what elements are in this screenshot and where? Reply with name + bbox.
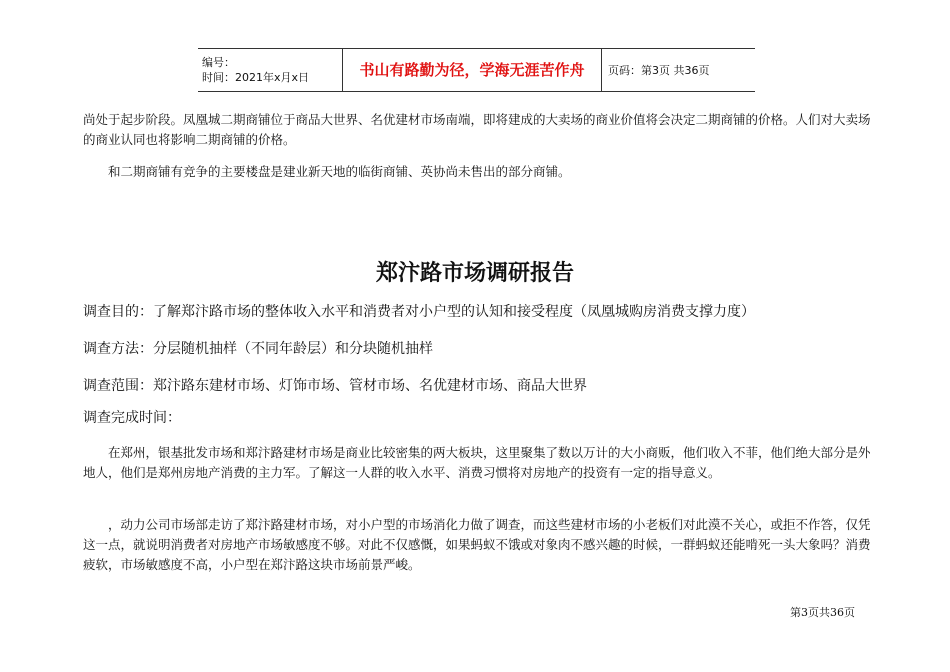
survey-method: 调查方法：分层随机抽样（不同年龄层）和分块随机抽样 — [83, 341, 433, 357]
header-motto: 书山有路勤为径，学海无涯苦作舟 — [359, 60, 585, 79]
footer-page-number: 第3页共36页 — [790, 606, 855, 619]
body-paragraph-1: 在郑州，银基批发市场和郑汴路建材市场是商业比较密集的两大板块，这里聚集了数以万计的大小商贩，他们收入不菲，他们绝大部分是外地人，他们是郑州房地产消费的主力军。了解这一人群的收入水平、消费习惯将对房地产的投资有一定的指导意义。 — [83, 445, 871, 480]
page-header — [198, 48, 755, 92]
report-title: 郑汴路市场调研报告 — [375, 260, 574, 286]
header-page-cell — [602, 49, 755, 91]
survey-completion-time: 调查完成时间： — [83, 410, 181, 426]
document-number-label: 编号： — [202, 56, 235, 69]
survey-purpose: 调查目的：了解郑汴路市场的整体收入水平和消费者对小户型的认知和接受程度（凤凰城购房消费支撑力度） — [83, 304, 755, 320]
header-motto-cell — [343, 49, 602, 91]
survey-scope: 调查范围：郑汴路东建材市场、灯饰市场、管材市场、名优建材市场、商品大世界 — [83, 378, 587, 394]
body-paragraph-2: ，动力公司市场部走访了郑汴路建材市场，对小户型的市场消化力做了调查，而这些建材市场的小老板们对此漠不关心，或拒不作答，仅凭这一点，就说明消费者对房地产市场敏感度不够。对此不仅感慨，如果蚂蚁不饿或对象肉不感兴趣的时候，一群蚂蚁还能啃死一头大象吗？消费疲软，市场敏感度不高，小户型在郑汴路这块市场前景严峻。 — [83, 517, 871, 572]
intro-paragraph-1: 尚处于起步阶段。凤凰城二期商铺位于商品大世界、名优建材市场南端，即将建成的大卖场的商业价值将会决定二期商铺的价格。人们对大卖场的商业认同也将影响二期商铺的价格。 — [83, 112, 871, 147]
header-meta — [198, 49, 343, 91]
document-date: 时间：2021年x月x日 — [202, 71, 310, 84]
intro-paragraph-2: 和二期商铺有竞争的主要楼盘是建业新天地的临街商铺、英协尚未售出的部分商铺。 — [108, 164, 571, 179]
header-page-number: 页码：第3页 共36页 — [608, 63, 710, 77]
